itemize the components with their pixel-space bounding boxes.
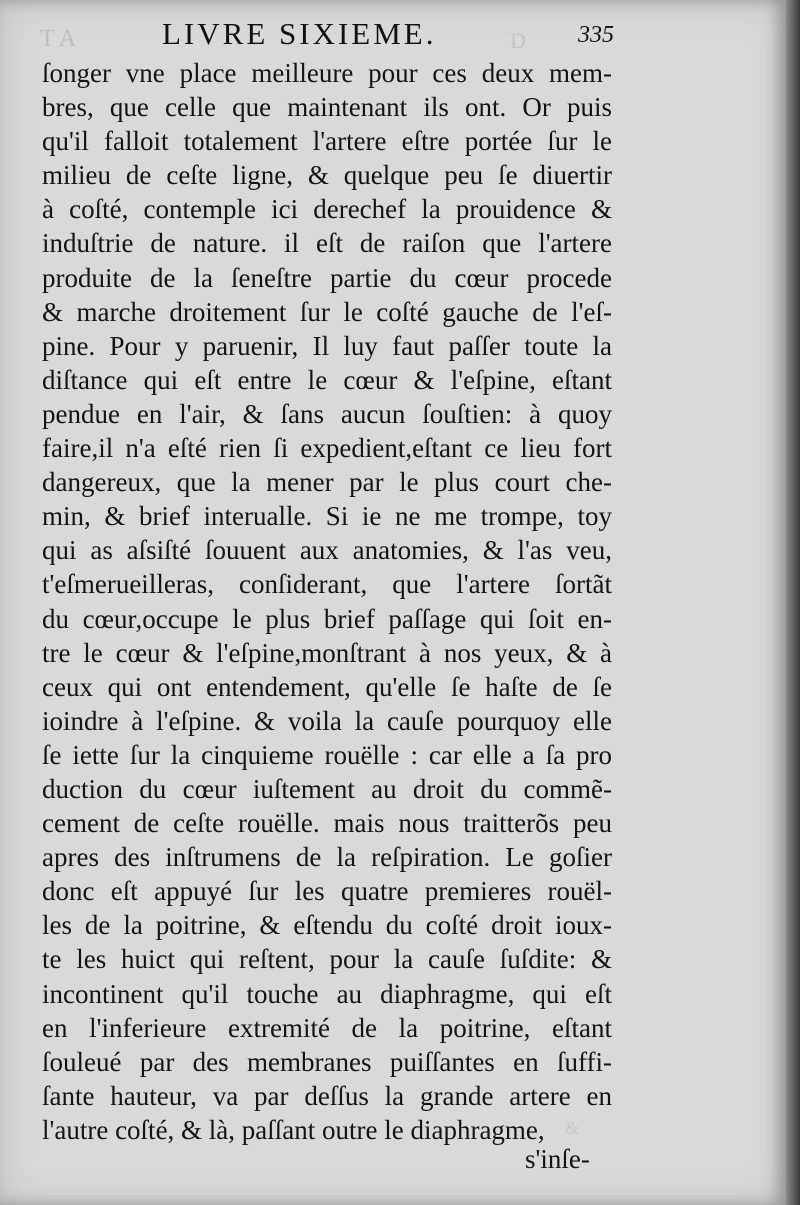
text-line: produite de la ſeneſtre partie du cœur procede bbox=[42, 262, 612, 293]
text-line: incontinent qu'il touche au diaphragme, qui eſt bbox=[42, 978, 612, 1009]
text-line: du cœur,occupe le plus brief paſſage qui ſoit en- bbox=[42, 603, 612, 634]
text-line: dangereux, que la mener par le plus court che- bbox=[42, 467, 612, 498]
bleed-through-mark: D bbox=[510, 28, 526, 53]
text-line: bres, que celle que maintenant ils ont. Or puis bbox=[42, 92, 612, 123]
text-line: ſe iette ſur la cinquieme rouëlle : car elle a ſa pro bbox=[42, 739, 612, 770]
page-number: 335 bbox=[578, 22, 614, 48]
text-line: min, & brief interualle. Si ie ne me trompe, toy bbox=[42, 501, 612, 532]
body-text bbox=[42, 56, 612, 1147]
text-line: faire,il n'a eſté rien ſi expedient,eſtant ce lieu fort bbox=[42, 433, 612, 464]
text-line: ioindre à l'eſpine. & voila la cauſe pourquoy elle bbox=[42, 705, 612, 736]
text-line: ſouleué par des membranes puiſſantes en ſuffi- bbox=[42, 1046, 612, 1077]
text-line: & marche droitement ſur le coſté gauche de l'eſ- bbox=[42, 296, 612, 327]
running-title: LIVRE SIXIEME. bbox=[162, 16, 437, 51]
text-line: duction du cœur iuſtement au droit du commẽ- bbox=[42, 773, 612, 804]
text-line: tre le cœur & l'eſpine,monſtrant à nos yeux, & à bbox=[42, 637, 612, 668]
text-line: pine. Pour y paruenir, Il luy faut paſſer toute la bbox=[42, 330, 612, 361]
bleed-through-mark: T A bbox=[40, 26, 77, 52]
text-line: milieu de ceſte ligne, & quelque peu ſe diuertir bbox=[42, 160, 612, 191]
catchword: s'inſe- bbox=[525, 1144, 590, 1174]
text-line: donc eſt appuyé ſur les quatre premieres rouël- bbox=[42, 876, 612, 907]
text-line: à coſté, contemple ici derechef la prouidence & bbox=[42, 194, 612, 225]
text-line: diſtance qui eſt entre le cœur & l'eſpine, eſtant bbox=[42, 364, 612, 395]
text-line: ſante hauteur, va par deſſus la grande artere en bbox=[42, 1080, 612, 1111]
text-line: qui as aſsiſté ſouuent aux anatomies, & l'as veu, bbox=[42, 535, 612, 566]
text-line: les de la poitrine, & eſtendu du coſté droit ioux- bbox=[42, 910, 612, 941]
text-line: t'eſmerueilleras, conſiderant, que l'artere ſortãt bbox=[42, 569, 612, 600]
text-line: induſtrie de nature. il eſt de raiſon que l'artere bbox=[42, 228, 612, 259]
text-line: te les huict qui reſtent, pour la cauſe ſuſdite: & bbox=[42, 944, 612, 975]
text-line: en l'inferieure extremité de la poitrine, eſtant bbox=[42, 1012, 612, 1043]
page-header bbox=[40, 14, 630, 54]
text-line: cement de ceſte rouëlle. mais nous traitterõs peu bbox=[42, 808, 612, 839]
text-line: apres des inſtrumens de la reſpiration. Le goſier bbox=[42, 842, 612, 873]
page-edge-shadow bbox=[786, 0, 800, 1205]
text-line: qu'il falloit totalement l'artere eſtre portée ſur le bbox=[42, 126, 612, 157]
text-line: pendue en l'air, & ſans aucun ſouſtien: à quoy bbox=[42, 398, 612, 429]
text-line: ſonger vne place meilleure pour ces deux mem- bbox=[42, 58, 612, 88]
bleed-through-mark: & bbox=[565, 1118, 580, 1138]
text-line: l'autre coſté, & là, paſſant outre le diaphragme, bbox=[42, 1114, 545, 1145]
text-line: ceux qui ont entendement, qu'elle ſe haſte de ſe bbox=[42, 671, 612, 702]
